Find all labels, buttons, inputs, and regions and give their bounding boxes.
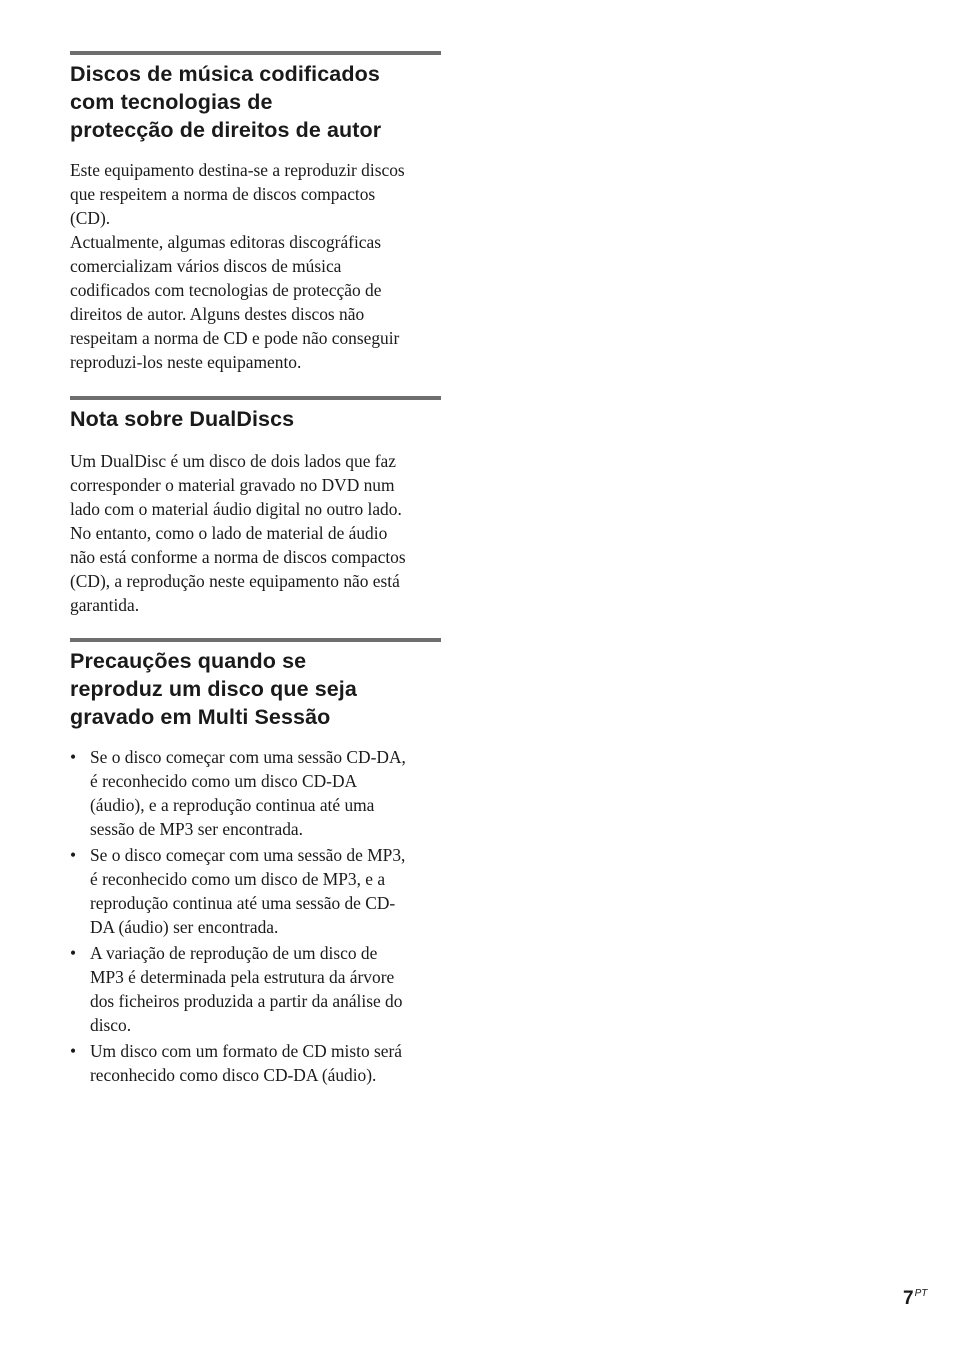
section-title <box>70 60 441 144</box>
text-line: MP3 é determinada pela estrutura da árvore <box>90 967 395 987</box>
text-line: Um DualDisc é um disco de dois lados que faz <box>70 451 396 471</box>
text-line: é reconhecido como um disco de MP3, e a <box>90 869 386 889</box>
text-line: direitos de autor. Alguns destes discos não <box>70 304 365 324</box>
text-line: disco. <box>90 1015 132 1035</box>
text-line: Este equipamento destina-se a reproduzir discos <box>70 160 405 180</box>
bullet-icon: • <box>70 943 77 963</box>
text-line: respeitam a norma de CD e pode não conseguir <box>70 328 400 348</box>
bullet-icon: • <box>70 747 77 767</box>
section-divider <box>70 51 441 55</box>
list-item <box>70 745 441 841</box>
bullet-icon: • <box>70 1041 77 1061</box>
page-number-value: 7 <box>903 1288 914 1309</box>
list-item <box>70 843 441 939</box>
text-line: DA (áudio) ser encontrada. <box>90 917 279 937</box>
title-line: Precauções quando se <box>70 649 307 673</box>
paragraph <box>70 449 441 617</box>
section-dualdisc-note <box>70 396 441 617</box>
section-copy-protected-discs <box>70 51 441 374</box>
text-line: lado com o material áudio digital no outro lado. <box>70 499 402 519</box>
title-line: gravado em Multi Sessão <box>70 705 331 729</box>
section-multisession-precautions <box>70 638 441 1089</box>
text-line: No entanto, como o lado de material de áudio <box>70 523 388 543</box>
title-line: protecção de direitos de autor <box>70 118 382 142</box>
text-line: reprodução continua até uma sessão de CD- <box>90 893 396 913</box>
bullet-icon: • <box>70 845 77 865</box>
text-line: Um disco com um formato de CD misto será <box>90 1041 403 1061</box>
section-divider <box>70 638 441 642</box>
text-line: garantida. <box>70 595 140 615</box>
language-code: PT <box>914 1288 928 1299</box>
text-line: (CD), a reprodução neste equipamento não está <box>70 571 400 591</box>
text-line: Se o disco começar com uma sessão de MP3, <box>90 845 406 865</box>
text-line: A variação de reprodução de um disco de <box>90 943 378 963</box>
section-title <box>70 405 441 433</box>
text-line: sessão de MP3 ser encontrada. <box>90 819 303 839</box>
bullet-list <box>70 745 441 1087</box>
paragraph <box>70 158 441 374</box>
text-line: que respeitem a norma de discos compactos <box>70 184 376 204</box>
text-line: codificados com tecnologias de protecção de <box>70 280 382 300</box>
text-line: Se o disco começar com uma sessão CD-DA, <box>90 747 406 767</box>
list-item <box>70 1039 441 1087</box>
list-item <box>70 941 441 1037</box>
section-title <box>70 647 441 731</box>
page-number <box>903 1282 927 1311</box>
section-divider <box>70 396 441 400</box>
text-line: (CD). <box>70 208 111 228</box>
text-line: corresponder o material gravado no DVD num <box>70 475 395 495</box>
text-line: reconhecido como disco CD-DA (áudio). <box>90 1065 377 1085</box>
text-line: dos ficheiros produzida a partir da análise do <box>90 991 403 1011</box>
text-line: é reconhecido como um disco CD-DA <box>90 771 358 791</box>
text-line: comercializam vários discos de música <box>70 256 342 276</box>
text-line: não está conforme a norma de discos compactos <box>70 547 406 567</box>
title-line: Nota sobre DualDiscs <box>70 407 295 431</box>
text-line: (áudio), e a reprodução continua até uma <box>90 795 375 815</box>
text-line: reproduzi-los neste equipamento. <box>70 352 302 372</box>
title-line: com tecnologias de <box>70 90 273 114</box>
text-line: Actualmente, algumas editoras discográficas <box>70 232 381 252</box>
title-line: Discos de música codificados <box>70 62 380 86</box>
title-line: reproduz um disco que seja <box>70 677 357 701</box>
